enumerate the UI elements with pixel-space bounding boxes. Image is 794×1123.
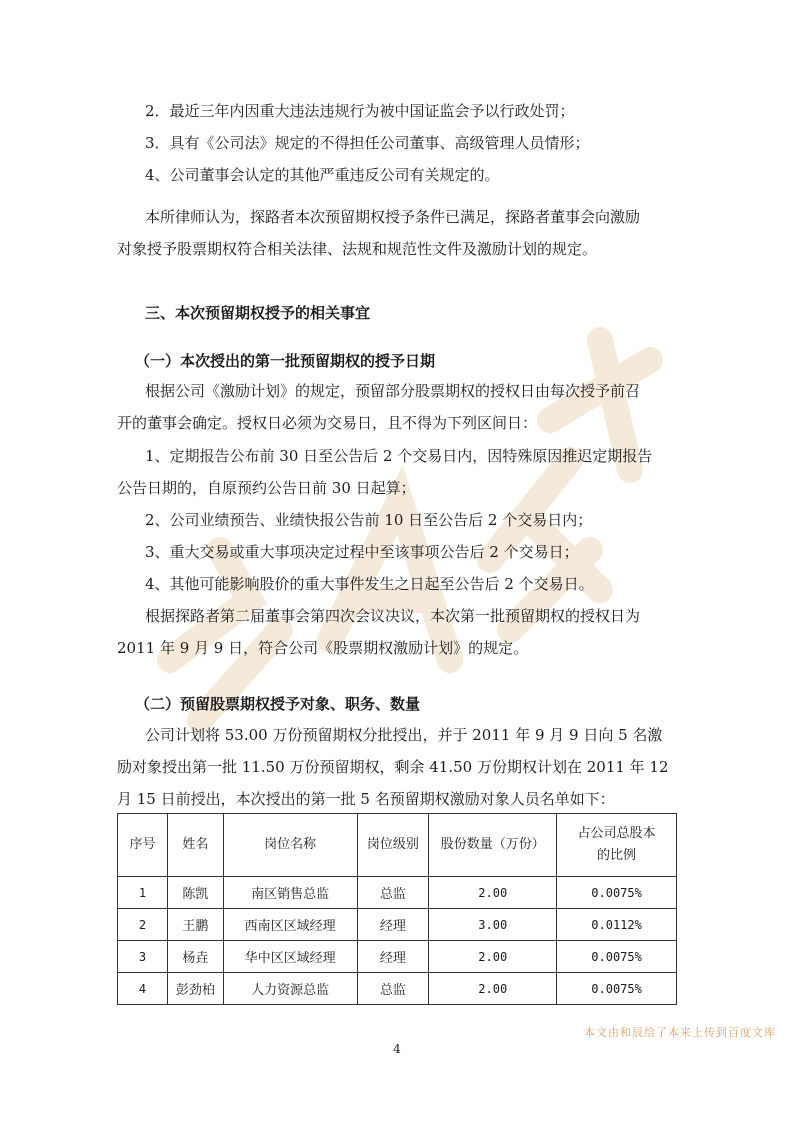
sub2-para-line-2: 励对象授出第一批 11.50 万份预留期权，剩余 41.50 万份期权计划在 2011 年 12 <box>117 758 669 776</box>
conclusion-line-2: 对象授予股票期权符合相关法律、法规和规范性文件及激励计划的规定。 <box>117 240 598 258</box>
cell-level: 总监 <box>357 973 429 1005</box>
sub1-item2: 2、公司业绩预告、业绩快报公告前 10 日至公告后 2 个交易日内； <box>145 511 593 529</box>
cell-level: 经理 <box>357 941 429 973</box>
cell-seq: 2 <box>118 909 168 941</box>
cell-position: 人力资源总监 <box>223 973 357 1005</box>
cell-position: 西南区区域经理 <box>223 909 357 941</box>
grantee-table <box>117 813 677 1005</box>
table-row <box>118 941 677 973</box>
cell-ratio: 0.0112% <box>557 909 677 941</box>
cell-quantity: 2.00 <box>429 877 557 909</box>
cell-seq: 3 <box>118 941 168 973</box>
list-item-3: 3．具有《公司法》规定的不得担任公司董事、高级管理人员情形； <box>145 134 590 152</box>
cell-ratio: 0.0075% <box>557 877 677 909</box>
table-row <box>118 909 677 941</box>
header-seq: 序号 <box>118 814 168 877</box>
sub1-para2-line-1: 根据探路者第二届董事会第四次会议决议，本次第一批预留期权的授权日为 <box>145 607 641 625</box>
cell-name: 陈凯 <box>167 877 223 909</box>
header-position: 岗位名称 <box>223 814 357 877</box>
sub1-item3: 3、重大交易或重大事项决定过程中至该事项公告后 2 个交易日； <box>145 543 579 561</box>
list-item-2: 2．最近三年内因重大违法违规行为被中国证监会予以行政处罚； <box>145 102 575 120</box>
cell-seq: 1 <box>118 877 168 909</box>
sub1-para1-line-1: 根据公司《激励计划》的规定，预留部分股票期权的授权日由每次授予前召 <box>145 382 641 400</box>
sub1-para1-line-2: 开的董事会确定。授权日必须为交易日，且不得为下列区间日： <box>117 414 538 432</box>
sub1-para2-line-2: 2011 年 9 月 9 日，符合公司《股票期权激励计划》的规定。 <box>117 639 529 657</box>
cell-name: 彭劲柏 <box>167 973 223 1005</box>
header-ratio: 占公司总股本 的比例 <box>557 814 677 877</box>
header-quantity: 股份数量（万份） <box>429 814 557 877</box>
header-name: 姓名 <box>167 814 223 877</box>
conclusion-line-1: 本所律师认为，探路者本次预留期权授予条件已满足，探路者董事会向激励 <box>145 208 641 226</box>
table-row <box>118 973 677 1005</box>
cell-quantity: 3.00 <box>429 909 557 941</box>
page-number: 4 <box>393 1042 401 1056</box>
cell-quantity: 2.00 <box>429 941 557 973</box>
list-item-4: 4、公司董事会认定的其他严重违反公司有关规定的。 <box>145 166 500 184</box>
upload-footnote: 本文由和辰给了本来上传到百度文库 <box>584 1026 776 1039</box>
cell-quantity: 2.00 <box>429 973 557 1005</box>
sub2-para-line-3: 月 15 日前授出，本次授出的第一批 5 名预留期权激励对象人员名单如下： <box>117 790 615 808</box>
cell-seq: 4 <box>118 973 168 1005</box>
table-header-row <box>118 814 677 877</box>
table-row <box>118 877 677 909</box>
cell-level: 经理 <box>357 909 429 941</box>
sub1-item4: 4、其他可能影响股价的重大事件发生之日起至公告后 2 个交易日。 <box>145 575 594 593</box>
sub1-item1-line-2: 公告日期的，自原预约公告日前 30 日起算； <box>117 479 416 497</box>
sub1-item1-line-1: 1、定期报告公布前 30 日至公告后 2 个交易日内，因特殊原因推迟定期报告 <box>145 447 653 465</box>
section-3-title: 三、本次预留期权授予的相关事宜 <box>145 304 371 322</box>
cell-name: 王鹏 <box>167 909 223 941</box>
cell-position: 华中区区域经理 <box>223 941 357 973</box>
cell-position: 南区销售总监 <box>223 877 357 909</box>
header-level: 岗位级别 <box>357 814 429 877</box>
sub2-para-line-1: 公司计划将 53.00 万份预留期权分批授出，并于 2011 年 9 月 9 日向 5 名激 <box>145 726 663 744</box>
subsection-2-title: （二）预留股票期权授予对象、职务、数量 <box>135 695 421 713</box>
cell-ratio: 0.0075% <box>557 941 677 973</box>
cell-name: 杨垚 <box>167 941 223 973</box>
cell-level: 总监 <box>357 877 429 909</box>
subsection-1-title: （一）本次授出的第一批预留期权的授予日期 <box>135 352 436 370</box>
cell-ratio: 0.0075% <box>557 973 677 1005</box>
